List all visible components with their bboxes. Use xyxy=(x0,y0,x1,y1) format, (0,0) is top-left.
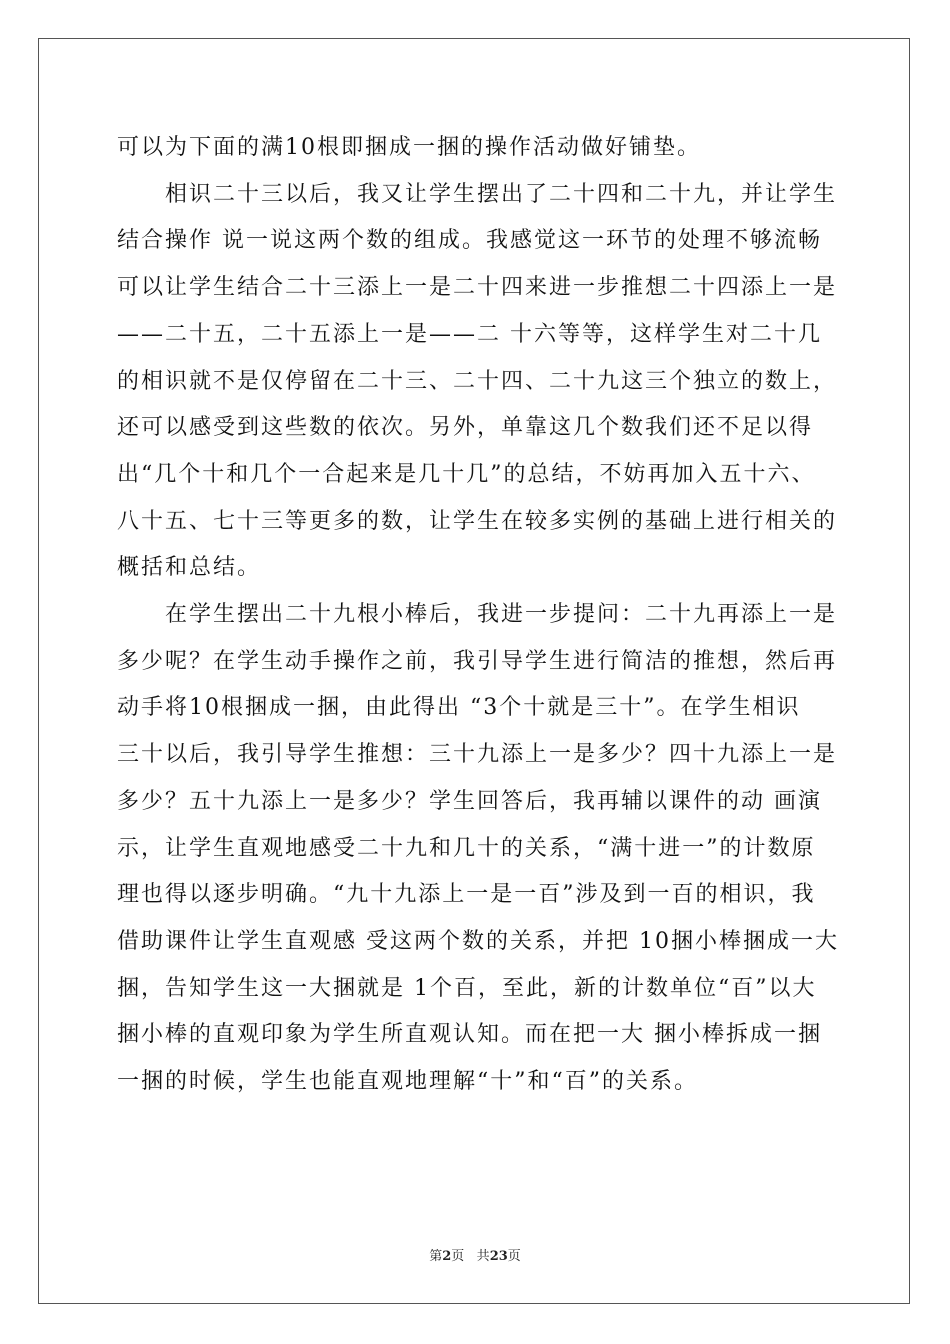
paragraph-1 xyxy=(117,125,833,172)
paragraph-line: 可以为下面的满10根即捆成一捆的操作活动做好铺垫。 xyxy=(117,135,701,160)
paragraph-line: 多少呢？在学生动手操作之前，我引导学生进行简洁的推想，然后再 xyxy=(117,648,838,674)
page-prefix: 第 xyxy=(429,1249,443,1264)
paragraph-2 xyxy=(117,172,838,592)
paragraph-line: 出“几个十和几个一合起来是几十几”的总结，不妨再加入五十六、 xyxy=(117,461,816,487)
total-suffix: 页 xyxy=(507,1249,521,1264)
paragraph-line: 可以让学生结合二十三添上一是二十四来进一步推想二十四添上一是 xyxy=(117,275,838,301)
paragraph-line: 三十以后，我引导学生推想：三十九添上一是多少？四十九添上一是 xyxy=(117,742,838,768)
page-footer xyxy=(0,1245,950,1264)
paragraph-line: 相识二十三以后，我又让学生摆出了二十四和二十九，并让学生 xyxy=(165,181,838,207)
paragraph-line: 在学生摆出二十九根小棒后，我进一步提问：二十九再添上一是 xyxy=(165,602,838,628)
paragraph-line: ——二十五，二十五添上一是——二 十六等等，这样学生对二十几 xyxy=(117,321,822,347)
paragraph-line: 捆小棒的直观印象为学生所直观认知。而在把一大 捆小棒拆成一捆 xyxy=(117,1022,822,1048)
paragraph-line: 结合操作 说一说这两个数的组成。我感觉这一环节的处理不够流畅 xyxy=(117,228,822,254)
paragraph-line: 概括和总结。 xyxy=(117,555,262,581)
paragraph-line: 八十五、七十三等更多的数，让学生在较多实例的基础上进行相关的 xyxy=(117,508,838,534)
document-body xyxy=(117,125,839,1106)
paragraph-line: 捆，告知学生这一大捆就是 1个百，至此，新的计数单位“百”以大 xyxy=(117,975,817,1001)
paragraph-line: 一捆的时候，学生也能直观地理解“十”和“百”的关系。 xyxy=(117,1069,698,1095)
paragraph-line: 示，让学生直观地感受二十九和几十的关系，“满十进一”的计数原 xyxy=(117,835,816,861)
paragraph-line: 动手将10根捆成一捆，由此得出 “3个十就是三十”。在学生相识 xyxy=(117,695,801,721)
paragraph-line: 理也得以逐步明确。“九十九添上一是一百”涉及到一百的相识，我 xyxy=(117,882,816,908)
total-pages: 23 xyxy=(489,1249,508,1264)
paragraph-line: 的相识就不是仅停留在二十三、二十四、二十九这三个独立的数上， xyxy=(117,368,838,394)
page-number: 2 xyxy=(442,1249,452,1264)
total-prefix: 共 xyxy=(476,1249,490,1264)
page-suffix: 页 xyxy=(451,1249,465,1264)
paragraph-line: 多少？五十九添上一是多少？学生回答后，我再辅以课件的动 画演 xyxy=(117,788,822,814)
paragraph-3 xyxy=(117,592,839,1106)
paragraph-line: 借助课件让学生直观感 受这两个数的关系，并把 10捆小棒捆成一大 xyxy=(117,928,839,954)
paragraph-line: 还可以感受到这些数的依次。另外，单靠这几个数我们还不足以得 xyxy=(117,415,814,441)
